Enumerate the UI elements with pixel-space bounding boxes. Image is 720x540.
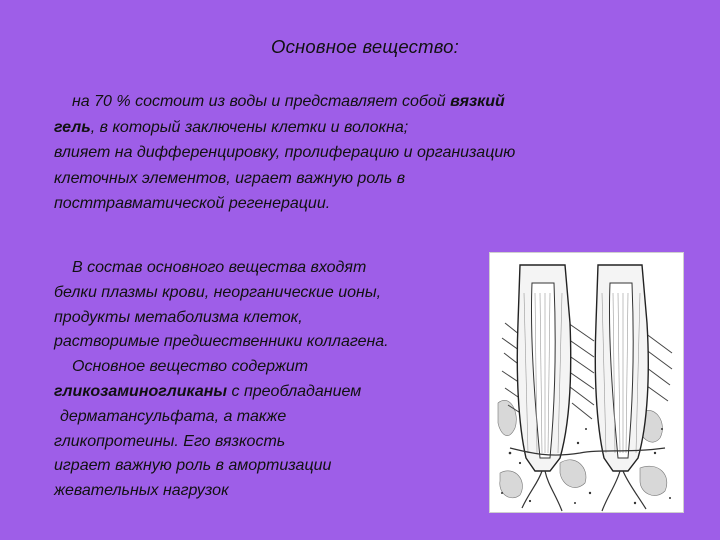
bold-term-gel: гель [54,118,91,136]
text-line: жевательных нагрузок [54,482,229,500]
text-line: гель, в который заключены клетки и волокна; [54,118,409,136]
text-line: влияет на дифференцировку, пролиферацию и организацию [54,144,516,161]
tooth-histology-illustration [489,252,684,513]
text-line: белки плазмы крови, неорганические ионы, [54,283,382,301]
bold-term-glycosaminoglycans: гликозаминогликаны [54,382,228,400]
text-line: продукты метаболизма клеток, [54,308,303,326]
text-line: на 70 % состоит из воды и представляет собой вязкий [72,93,505,110]
paragraph-water-content [54,89,694,217]
text-line: В состав основного вещества входят [72,259,367,276]
two-teeth-drawing [490,253,683,512]
paragraph-composition [54,256,484,504]
text-line: растворимые предшественники коллагена. [54,333,389,351]
bold-term-viscous: вязкий [450,93,505,110]
text-line: Основное вещество содержит [72,358,309,376]
text-line: играет важную роль в амортизации [54,457,332,475]
text-line: клеточных элементов, играет важную роль в [54,169,406,187]
slide-title: Основное вещество: [271,36,459,57]
text-line: гликопротеины. Его вязкость [54,432,286,450]
text-line: гликозаминогликаны с преобладанием [54,382,362,400]
text-line: дерматансульфата, а также [60,407,287,425]
text-line: посттравматической регенерации. [54,195,331,212]
